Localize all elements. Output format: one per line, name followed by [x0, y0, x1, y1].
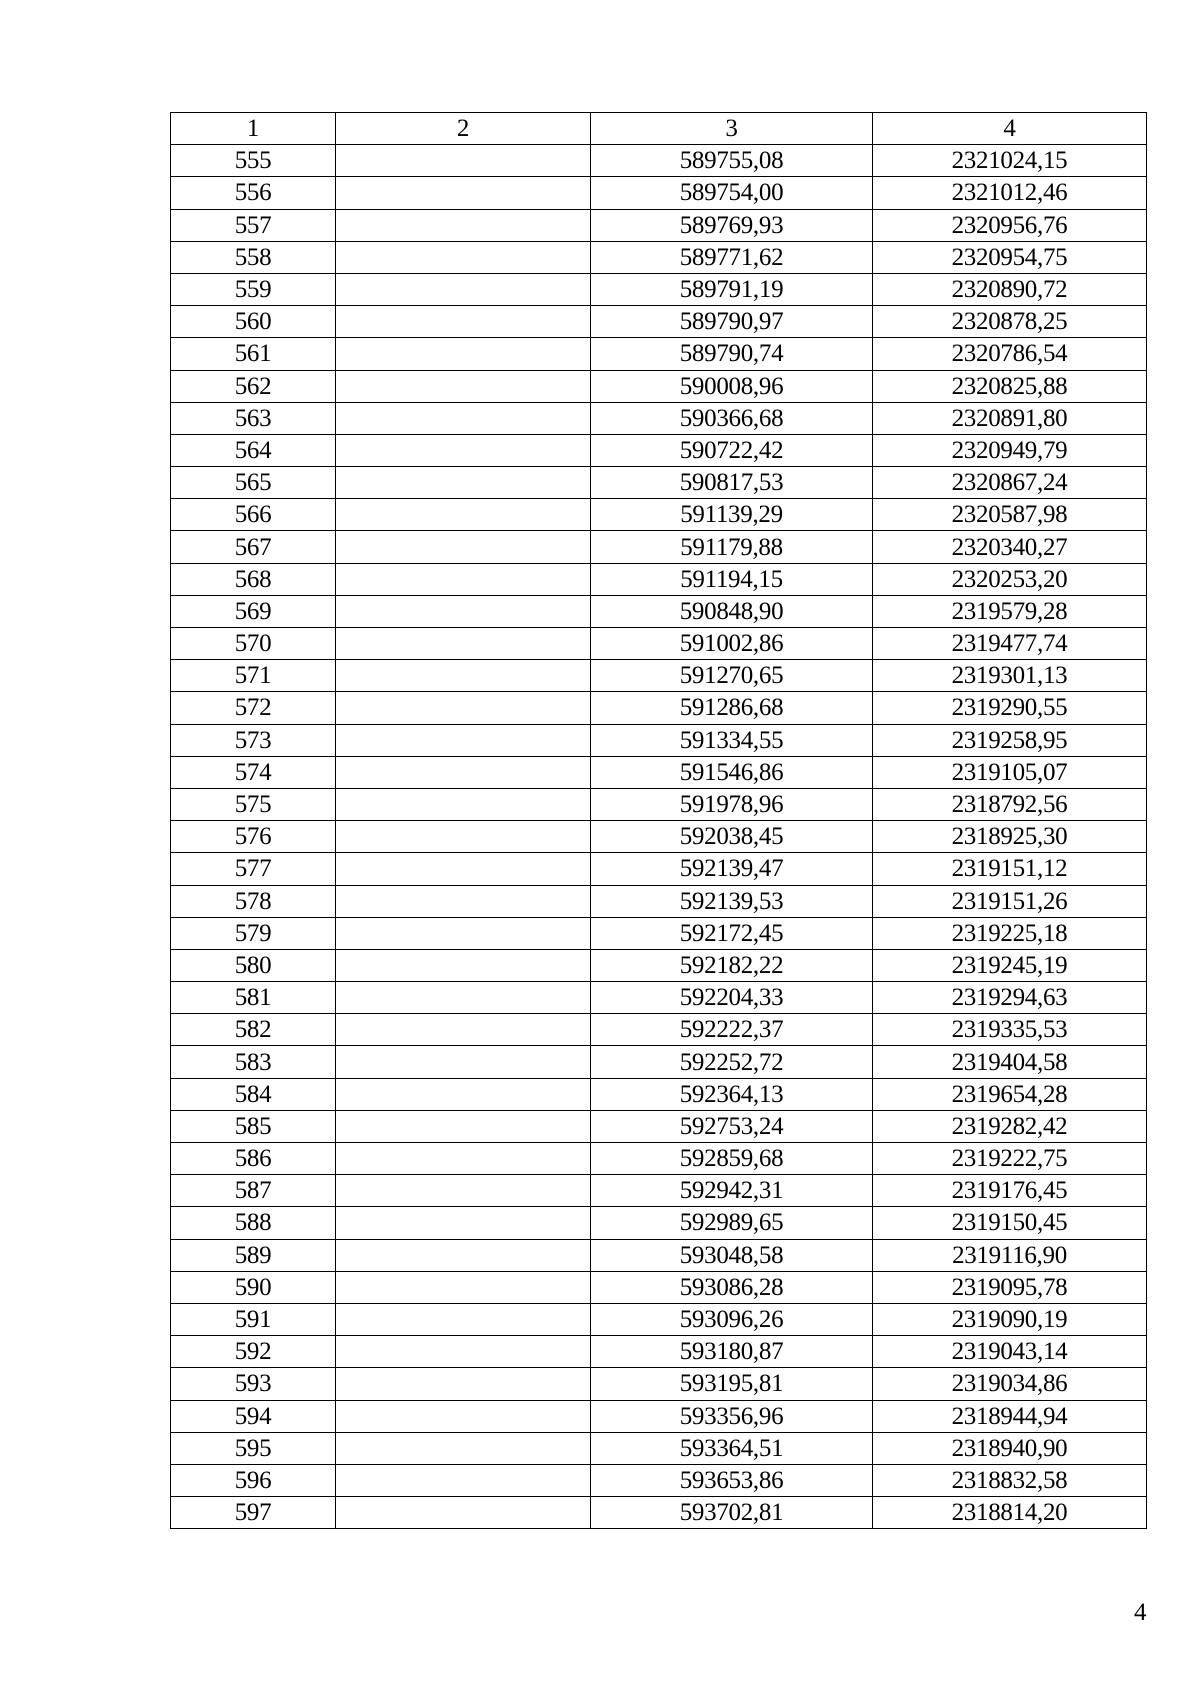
point-number-cell: 593	[171, 1368, 336, 1400]
x-coordinate-cell: 593702,81	[591, 1497, 873, 1529]
x-coordinate-cell: 592859,68	[591, 1143, 873, 1175]
description-cell	[336, 692, 591, 724]
table-row	[171, 1432, 1147, 1464]
point-number-cell: 568	[171, 563, 336, 595]
y-coordinate-cell: 2318944,94	[873, 1400, 1147, 1432]
x-coordinate-cell: 591139,29	[591, 499, 873, 531]
table-body	[171, 145, 1147, 1529]
table-row	[171, 1110, 1147, 1142]
point-number-cell: 592	[171, 1336, 336, 1368]
description-cell	[336, 241, 591, 273]
description-cell	[336, 1207, 591, 1239]
y-coordinate-cell: 2319043,14	[873, 1336, 1147, 1368]
description-cell	[336, 467, 591, 499]
description-cell	[336, 531, 591, 563]
description-cell	[336, 370, 591, 402]
y-coordinate-cell: 2319176,45	[873, 1175, 1147, 1207]
description-cell	[336, 1464, 591, 1496]
description-cell	[336, 1400, 591, 1432]
point-number-cell: 582	[171, 1014, 336, 1046]
x-coordinate-cell: 589771,62	[591, 241, 873, 273]
table-row	[171, 595, 1147, 627]
point-number-cell: 575	[171, 788, 336, 820]
description-cell	[336, 1046, 591, 1078]
description-cell	[336, 1239, 591, 1271]
y-coordinate-cell: 2320786,54	[873, 338, 1147, 370]
x-coordinate-cell: 589790,97	[591, 306, 873, 338]
description-cell	[336, 660, 591, 692]
point-number-cell: 571	[171, 660, 336, 692]
point-number-cell: 563	[171, 402, 336, 434]
table-row	[171, 1143, 1147, 1175]
x-coordinate-cell: 590722,42	[591, 434, 873, 466]
point-number-cell: 567	[171, 531, 336, 563]
table-row	[171, 885, 1147, 917]
y-coordinate-cell: 2319095,78	[873, 1271, 1147, 1303]
y-coordinate-cell: 2319654,28	[873, 1078, 1147, 1110]
description-cell	[336, 338, 591, 370]
point-number-cell: 589	[171, 1239, 336, 1271]
description-cell	[336, 982, 591, 1014]
y-coordinate-cell: 2319404,58	[873, 1046, 1147, 1078]
y-coordinate-cell: 2318792,56	[873, 788, 1147, 820]
page-number: 4	[1134, 1599, 1147, 1626]
y-coordinate-cell: 2319225,18	[873, 917, 1147, 949]
y-coordinate-cell: 2319245,19	[873, 949, 1147, 981]
table-row	[171, 1336, 1147, 1368]
x-coordinate-cell: 592222,37	[591, 1014, 873, 1046]
table-row	[171, 821, 1147, 853]
point-number-cell: 581	[171, 982, 336, 1014]
table-row	[171, 402, 1147, 434]
y-coordinate-cell: 2321012,46	[873, 177, 1147, 209]
table-row	[171, 1078, 1147, 1110]
description-cell	[336, 273, 591, 305]
y-coordinate-cell: 2319222,75	[873, 1143, 1147, 1175]
point-number-cell: 579	[171, 917, 336, 949]
x-coordinate-cell: 591194,15	[591, 563, 873, 595]
y-coordinate-cell: 2319258,95	[873, 724, 1147, 756]
y-coordinate-cell: 2319150,45	[873, 1207, 1147, 1239]
x-coordinate-cell: 592182,22	[591, 949, 873, 981]
point-number-cell: 572	[171, 692, 336, 724]
table-row	[171, 1400, 1147, 1432]
table-row	[171, 724, 1147, 756]
x-coordinate-cell: 591546,86	[591, 756, 873, 788]
description-cell	[336, 1110, 591, 1142]
description-cell	[336, 949, 591, 981]
y-coordinate-cell: 2318925,30	[873, 821, 1147, 853]
point-number-cell: 595	[171, 1432, 336, 1464]
point-number-cell: 555	[171, 145, 336, 177]
table-row	[171, 853, 1147, 885]
y-coordinate-cell: 2320253,20	[873, 563, 1147, 595]
description-cell	[336, 756, 591, 788]
point-number-cell: 590	[171, 1271, 336, 1303]
point-number-cell: 561	[171, 338, 336, 370]
table-row	[171, 1239, 1147, 1271]
table-row	[171, 209, 1147, 241]
y-coordinate-cell: 2318814,20	[873, 1497, 1147, 1529]
description-cell	[336, 1497, 591, 1529]
y-coordinate-cell: 2320954,75	[873, 241, 1147, 273]
point-number-cell: 569	[171, 595, 336, 627]
point-number-cell: 583	[171, 1046, 336, 1078]
x-coordinate-cell: 589769,93	[591, 209, 873, 241]
y-coordinate-cell: 2319282,42	[873, 1110, 1147, 1142]
y-coordinate-cell: 2320878,25	[873, 306, 1147, 338]
description-cell	[336, 821, 591, 853]
description-cell	[336, 1078, 591, 1110]
table-row	[171, 370, 1147, 402]
table-header	[171, 113, 1147, 145]
x-coordinate-cell: 590366,68	[591, 402, 873, 434]
description-cell	[336, 724, 591, 756]
x-coordinate-cell: 593653,86	[591, 1464, 873, 1496]
column-header: 1	[171, 113, 336, 145]
column-header: 4	[873, 113, 1147, 145]
table-row	[171, 434, 1147, 466]
table-row	[171, 982, 1147, 1014]
point-number-cell: 585	[171, 1110, 336, 1142]
table-row	[171, 177, 1147, 209]
description-cell	[336, 1271, 591, 1303]
y-coordinate-cell: 2320890,72	[873, 273, 1147, 305]
table-row	[171, 1207, 1147, 1239]
description-cell	[336, 788, 591, 820]
x-coordinate-cell: 591002,86	[591, 628, 873, 660]
header-row	[171, 113, 1147, 145]
description-cell	[336, 853, 591, 885]
point-number-cell: 570	[171, 628, 336, 660]
description-cell	[336, 434, 591, 466]
description-cell	[336, 1014, 591, 1046]
x-coordinate-cell: 592252,72	[591, 1046, 873, 1078]
point-number-cell: 578	[171, 885, 336, 917]
description-cell	[336, 1143, 591, 1175]
x-coordinate-cell: 593048,58	[591, 1239, 873, 1271]
table-row	[171, 306, 1147, 338]
y-coordinate-cell: 2318940,90	[873, 1432, 1147, 1464]
y-coordinate-cell: 2319116,90	[873, 1239, 1147, 1271]
point-number-cell: 564	[171, 434, 336, 466]
y-coordinate-cell: 2320587,98	[873, 499, 1147, 531]
description-cell	[336, 145, 591, 177]
x-coordinate-cell: 589754,00	[591, 177, 873, 209]
point-number-cell: 565	[171, 467, 336, 499]
table-row	[171, 917, 1147, 949]
table-row	[171, 1175, 1147, 1207]
point-number-cell: 597	[171, 1497, 336, 1529]
table-row	[171, 563, 1147, 595]
x-coordinate-cell: 592942,31	[591, 1175, 873, 1207]
table-row	[171, 1014, 1147, 1046]
x-coordinate-cell: 593086,28	[591, 1271, 873, 1303]
y-coordinate-cell: 2319477,74	[873, 628, 1147, 660]
point-number-cell: 573	[171, 724, 336, 756]
x-coordinate-cell: 592139,47	[591, 853, 873, 885]
table-row	[171, 1368, 1147, 1400]
y-coordinate-cell: 2320825,88	[873, 370, 1147, 402]
point-number-cell: 591	[171, 1303, 336, 1335]
table-row	[171, 949, 1147, 981]
point-number-cell: 559	[171, 273, 336, 305]
description-cell	[336, 402, 591, 434]
x-coordinate-cell: 589790,74	[591, 338, 873, 370]
y-coordinate-cell: 2319335,53	[873, 1014, 1147, 1046]
y-coordinate-cell: 2319294,63	[873, 982, 1147, 1014]
point-number-cell: 584	[171, 1078, 336, 1110]
x-coordinate-cell: 590848,90	[591, 595, 873, 627]
description-cell	[336, 209, 591, 241]
column-header: 3	[591, 113, 873, 145]
table-row	[171, 531, 1147, 563]
point-number-cell: 580	[171, 949, 336, 981]
point-number-cell: 574	[171, 756, 336, 788]
table-row	[171, 660, 1147, 692]
point-number-cell: 562	[171, 370, 336, 402]
point-number-cell: 586	[171, 1143, 336, 1175]
column-header: 2	[336, 113, 591, 145]
table-row	[171, 788, 1147, 820]
table-row	[171, 1464, 1147, 1496]
x-coordinate-cell: 592989,65	[591, 1207, 873, 1239]
x-coordinate-cell: 592204,33	[591, 982, 873, 1014]
description-cell	[336, 1175, 591, 1207]
description-cell	[336, 499, 591, 531]
table-row	[171, 467, 1147, 499]
x-coordinate-cell: 591286,68	[591, 692, 873, 724]
x-coordinate-cell: 590817,53	[591, 467, 873, 499]
table-row	[171, 273, 1147, 305]
x-coordinate-cell: 590008,96	[591, 370, 873, 402]
x-coordinate-cell: 591179,88	[591, 531, 873, 563]
description-cell	[336, 1368, 591, 1400]
x-coordinate-cell: 593364,51	[591, 1432, 873, 1464]
y-coordinate-cell: 2320949,79	[873, 434, 1147, 466]
table-row	[171, 1303, 1147, 1335]
point-number-cell: 587	[171, 1175, 336, 1207]
table-row	[171, 1046, 1147, 1078]
x-coordinate-cell: 589791,19	[591, 273, 873, 305]
y-coordinate-cell: 2319034,86	[873, 1368, 1147, 1400]
description-cell	[336, 177, 591, 209]
table-row	[171, 338, 1147, 370]
point-number-cell: 588	[171, 1207, 336, 1239]
y-coordinate-cell: 2319151,26	[873, 885, 1147, 917]
description-cell	[336, 885, 591, 917]
table-row	[171, 756, 1147, 788]
point-number-cell: 560	[171, 306, 336, 338]
table-row	[171, 241, 1147, 273]
table-row	[171, 1271, 1147, 1303]
x-coordinate-cell: 589755,08	[591, 145, 873, 177]
description-cell	[336, 628, 591, 660]
table-row	[171, 145, 1147, 177]
table-row	[171, 1497, 1147, 1529]
description-cell	[336, 917, 591, 949]
description-cell	[336, 306, 591, 338]
y-coordinate-cell: 2319151,12	[873, 853, 1147, 885]
point-number-cell: 577	[171, 853, 336, 885]
x-coordinate-cell: 592139,53	[591, 885, 873, 917]
y-coordinate-cell: 2320891,80	[873, 402, 1147, 434]
y-coordinate-cell: 2319090,19	[873, 1303, 1147, 1335]
table-row	[171, 628, 1147, 660]
description-cell	[336, 1336, 591, 1368]
x-coordinate-cell: 592753,24	[591, 1110, 873, 1142]
point-number-cell: 576	[171, 821, 336, 853]
y-coordinate-cell: 2320867,24	[873, 467, 1147, 499]
y-coordinate-cell: 2320340,27	[873, 531, 1147, 563]
point-number-cell: 556	[171, 177, 336, 209]
y-coordinate-cell: 2319301,13	[873, 660, 1147, 692]
x-coordinate-cell: 593180,87	[591, 1336, 873, 1368]
y-coordinate-cell: 2321024,15	[873, 145, 1147, 177]
x-coordinate-cell: 592038,45	[591, 821, 873, 853]
x-coordinate-cell: 593195,81	[591, 1368, 873, 1400]
y-coordinate-cell: 2319105,07	[873, 756, 1147, 788]
description-cell	[336, 1303, 591, 1335]
x-coordinate-cell: 591270,65	[591, 660, 873, 692]
x-coordinate-cell: 593096,26	[591, 1303, 873, 1335]
x-coordinate-cell: 593356,96	[591, 1400, 873, 1432]
x-coordinate-cell: 592364,13	[591, 1078, 873, 1110]
table-row	[171, 499, 1147, 531]
x-coordinate-cell: 591334,55	[591, 724, 873, 756]
description-cell	[336, 1432, 591, 1464]
table-row	[171, 692, 1147, 724]
x-coordinate-cell: 592172,45	[591, 917, 873, 949]
point-number-cell: 566	[171, 499, 336, 531]
point-number-cell: 558	[171, 241, 336, 273]
y-coordinate-cell: 2319290,55	[873, 692, 1147, 724]
x-coordinate-cell: 591978,96	[591, 788, 873, 820]
description-cell	[336, 563, 591, 595]
y-coordinate-cell: 2318832,58	[873, 1464, 1147, 1496]
point-number-cell: 594	[171, 1400, 336, 1432]
coordinates-table	[170, 112, 1147, 1529]
y-coordinate-cell: 2319579,28	[873, 595, 1147, 627]
point-number-cell: 596	[171, 1464, 336, 1496]
point-number-cell: 557	[171, 209, 336, 241]
description-cell	[336, 595, 591, 627]
y-coordinate-cell: 2320956,76	[873, 209, 1147, 241]
